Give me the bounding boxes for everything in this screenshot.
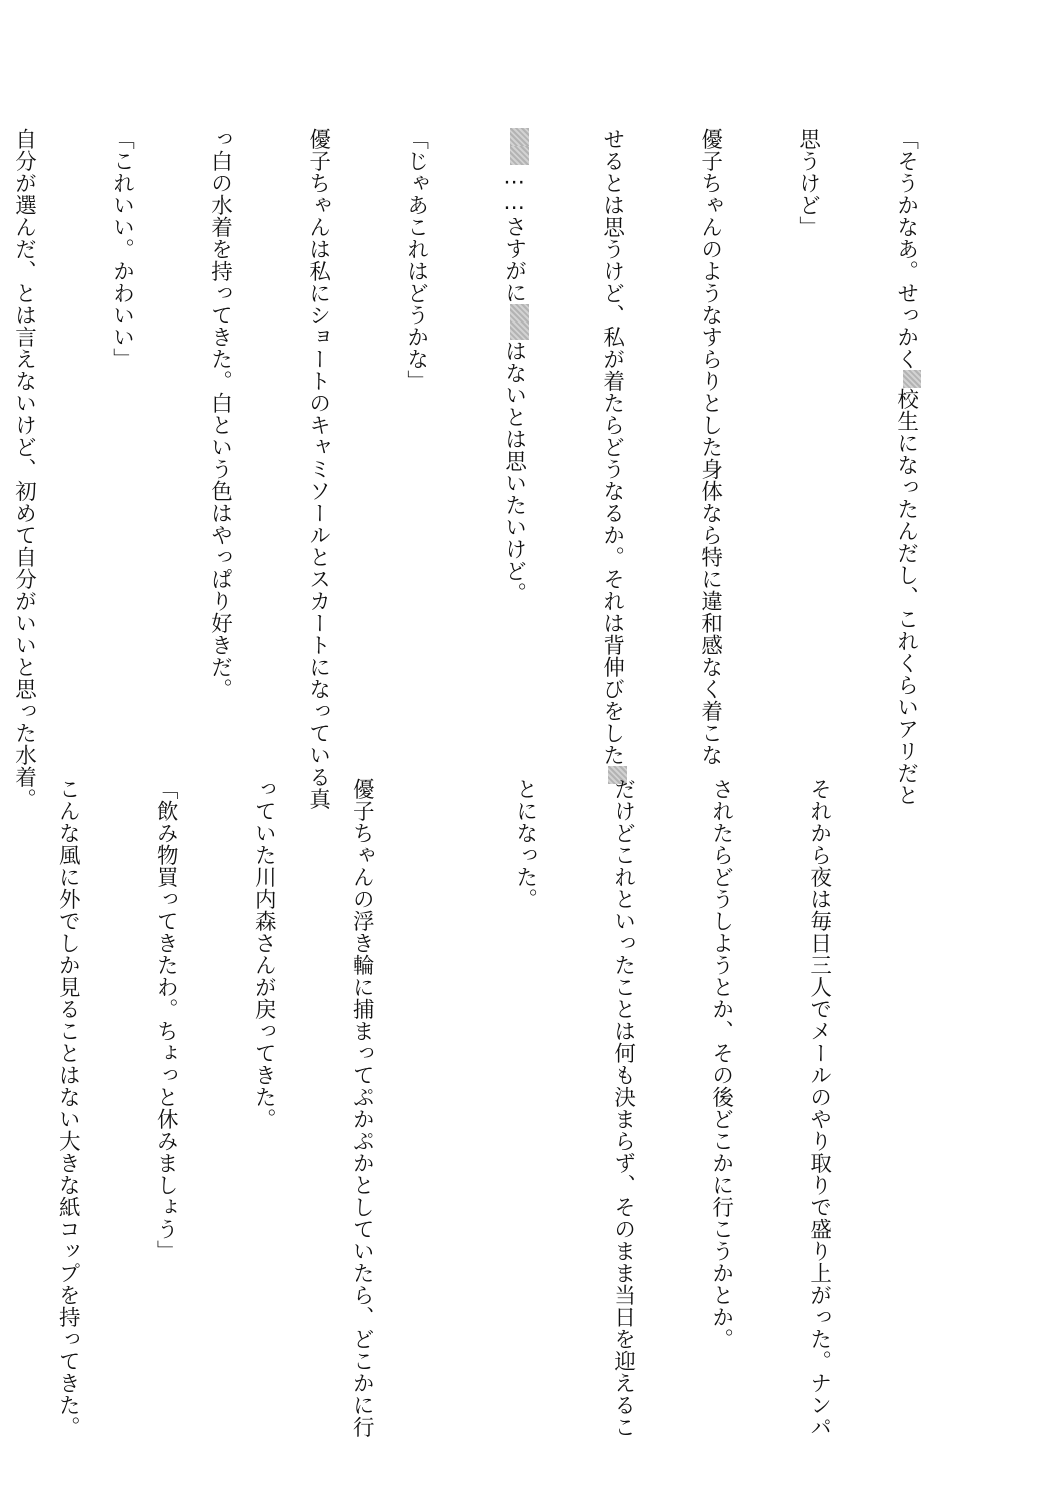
censor-mosaic (510, 304, 528, 322)
text-line: 校生になったんだし、これくらいアリだと (893, 388, 919, 807)
text-column: 思うけど」 (795, 128, 821, 238)
text-line: ……さすがに (501, 164, 527, 304)
text-column (595, 128, 628, 766)
text-column: とになった。 (512, 778, 538, 910)
text-column (497, 128, 530, 728)
text-column: それから夜は毎日三人でメールのやり取りで盛り上がった。ナンパ (806, 778, 832, 1438)
text-block-top (0, 128, 987, 810)
text-column: 優子ちゃんのようなすらりとした身体なら特に違和感なく着こな (697, 128, 723, 766)
text-column: 優子ちゃんは私にショートのキャミソールとスカートになっている真 (305, 128, 331, 810)
text-column: 「じゃあこれはどうかな」 (403, 128, 429, 392)
text-line: はないとは思いたいけど。 (501, 340, 527, 605)
censor-mosaic (510, 322, 528, 340)
text-column (889, 128, 922, 807)
text-column: 自分が選んだ、とは言えないけど、初めて自分がいいと思った水着。 (11, 128, 37, 810)
censor-mosaic (510, 128, 528, 146)
text-column: 「これいい。かわいい」 (109, 128, 135, 370)
text-block-bottom (0, 778, 900, 1438)
text-column: 優子ちゃんの浮き輪に捕まってぷかぷかとしていたら、どこかに行 (349, 778, 375, 1438)
censor-mosaic (510, 146, 528, 164)
text-column: こんな風に外でしか見ることはない大きな紙コップを持ってきた。 (55, 778, 81, 1438)
text-column: だけどこれといったことは何も決まらず、そのまま当日を迎えるこ (610, 778, 636, 1438)
text-column: っ白の水着を持ってきた。白という色はやっぱり好きだ。 (207, 128, 233, 700)
text-column: されたらどうしようとか、その後どこかに行こうかとか。 (708, 778, 734, 1350)
text-column: 「飲み物買ってきたわ。ちょっと休みましょう」 (153, 778, 179, 1262)
censor-mosaic (903, 370, 921, 388)
text-line: せるとは思うけど、私が着たらどうなるか。それは背伸びをした (599, 128, 625, 766)
text-line: 「そうかなあ。せっかく (893, 128, 919, 370)
text-column: っていた川内森さんが戻ってきた。 (251, 778, 277, 1130)
